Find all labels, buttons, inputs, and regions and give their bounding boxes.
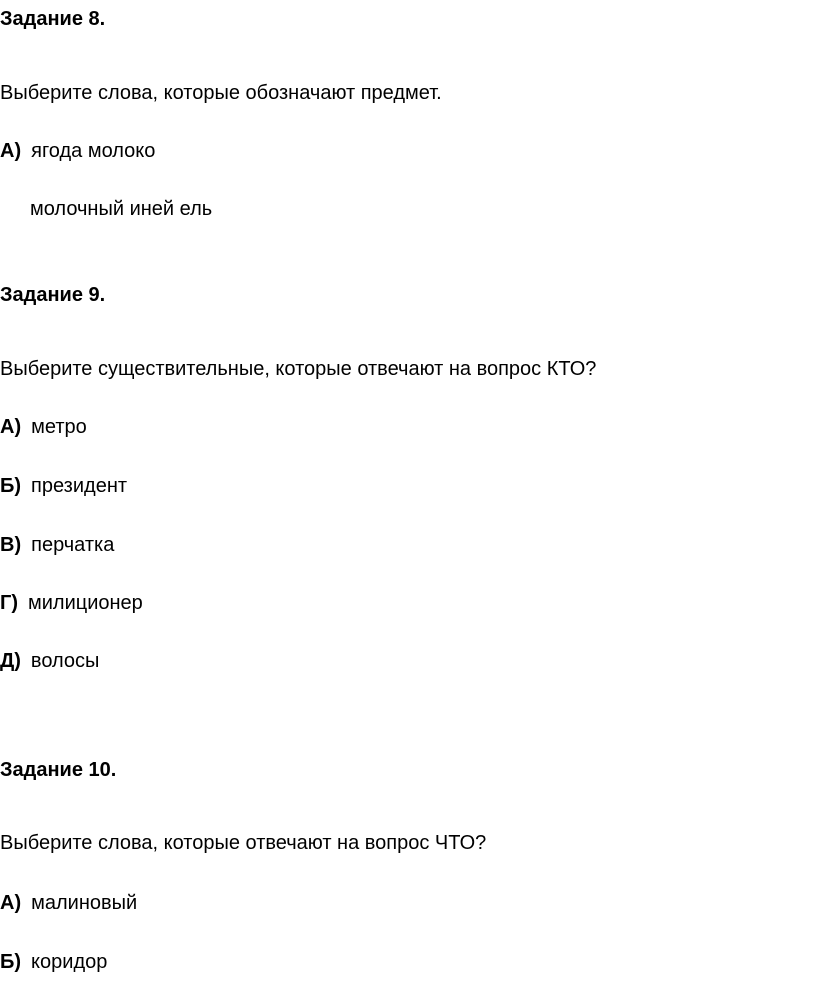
task-9-option-a	[0, 414, 87, 440]
task-9-option-b	[0, 473, 127, 499]
task-10-option-a	[0, 890, 137, 916]
option-letter: Б)	[0, 475, 22, 497]
option-text: волосы	[30, 650, 100, 672]
task-9-question: Выберите существительные, которые отвечают на вопрос КТО?	[0, 358, 597, 380]
task-9-option-v	[0, 532, 114, 558]
task-9-option-g	[0, 590, 143, 616]
task-9-option-d	[0, 648, 99, 674]
option-text: президент	[31, 475, 128, 497]
task-8-option-continuation	[30, 196, 212, 222]
option-letter: В)	[0, 534, 22, 556]
option-text: малиновый	[31, 892, 138, 914]
option-text: перчатка	[31, 534, 115, 556]
option-letter: А)	[0, 892, 22, 914]
option-letter: Б)	[0, 951, 22, 973]
option-text: коридор	[31, 951, 108, 973]
option-text: ягода молоко	[31, 140, 156, 162]
option-text: метро	[31, 416, 87, 438]
option-letter: А)	[0, 140, 22, 162]
option-text: молочный иней ель	[30, 198, 213, 220]
task-8-question: Выберите слова, которые обозначают предмет.	[0, 82, 442, 104]
task-10-question: Выберите слова, которые отвечают на вопрос ЧТО?	[0, 832, 487, 854]
task-8-option-a	[0, 138, 155, 164]
option-letter: Д)	[0, 650, 21, 672]
task-10-option-b	[0, 949, 107, 975]
task-9-title: Задание 9.	[0, 284, 106, 306]
option-text: милиционер	[28, 592, 143, 614]
task-8-title: Задание 8.	[0, 8, 106, 30]
task-10-title: Задание 10.	[0, 759, 117, 781]
option-letter: А)	[0, 416, 22, 438]
option-letter: Г)	[0, 592, 18, 614]
